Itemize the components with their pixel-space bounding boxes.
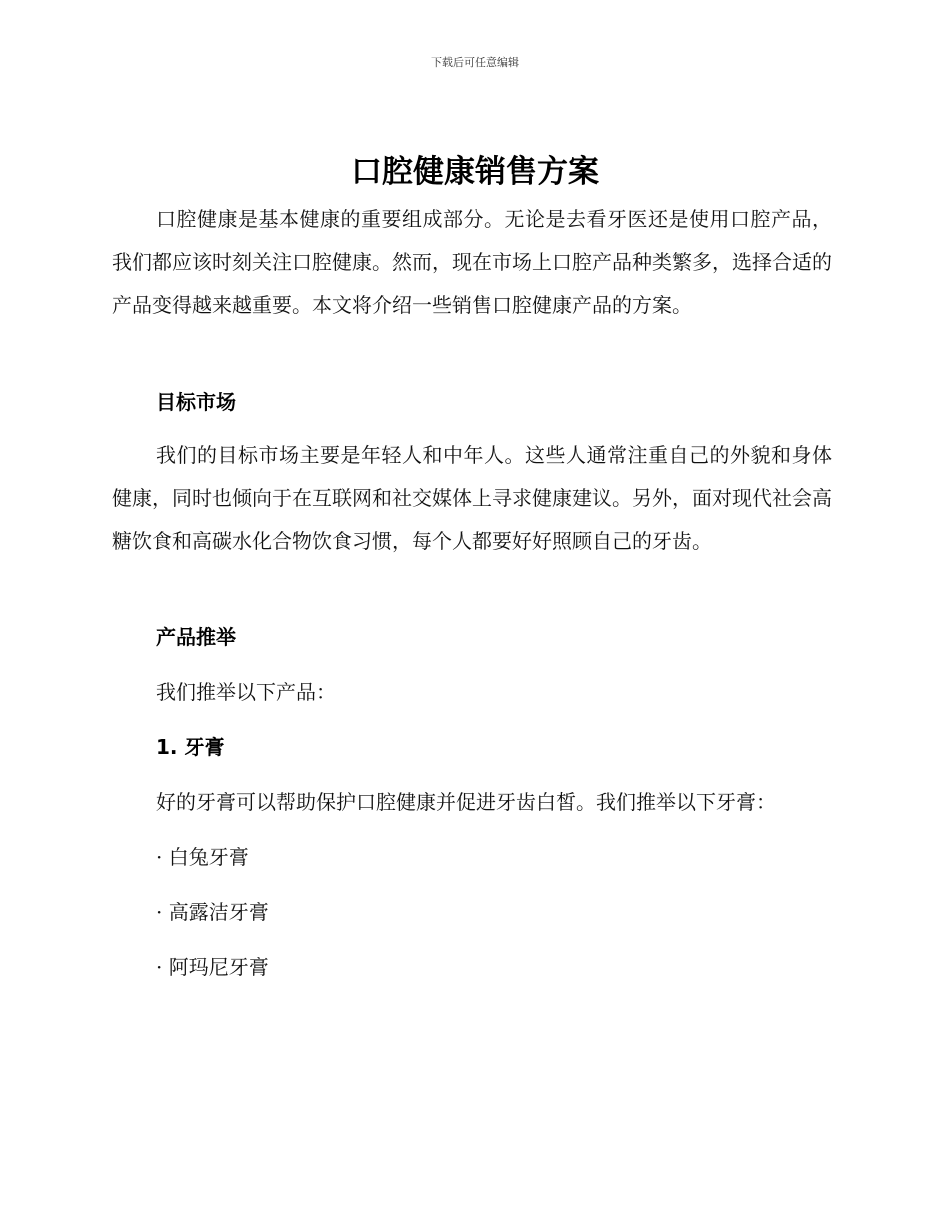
subheading-toothpaste: 1. 牙膏 xyxy=(156,735,225,759)
section-heading-products: 产品推举 xyxy=(156,625,236,649)
target-market-paragraph: 我们的目标市场主要是年轻人和中年人。这些人通常注重自己的外貌和身体健康，同时也倾向于在互联网和社交媒体上寻求健康建议。另外，面对现代社会高糖饮食和高碳水化合物饮食习惯，每个人都要好好照顾自己的牙齿。 xyxy=(112,443,832,553)
toothpaste-paragraph: 好的牙膏可以帮助保护口腔健康并促进牙齿白皙。我们推举以下牙膏： xyxy=(156,790,776,814)
intro-paragraph: 口腔健康是基本健康的重要组成部分。无论是去看牙医还是使用口腔产品，我们都应该时刻关注口腔健康。然而，现在市场上口腔产品种类繁多，选择合适的产品变得越来越重要。本文将介绍一些销售口腔健康产品的方案。 xyxy=(112,207,832,317)
section-heading-target-market: 目标市场 xyxy=(156,390,236,414)
list-item: · 阿玛尼牙膏 xyxy=(156,955,269,979)
list-item: · 白兔牙膏 xyxy=(156,845,249,869)
document-title: 口腔健康销售方案 xyxy=(351,154,599,190)
list-item: · 高露洁牙膏 xyxy=(156,900,269,924)
products-intro: 我们推举以下产品： xyxy=(156,680,336,704)
page-header-note: 下载后可任意编辑 xyxy=(431,56,519,69)
